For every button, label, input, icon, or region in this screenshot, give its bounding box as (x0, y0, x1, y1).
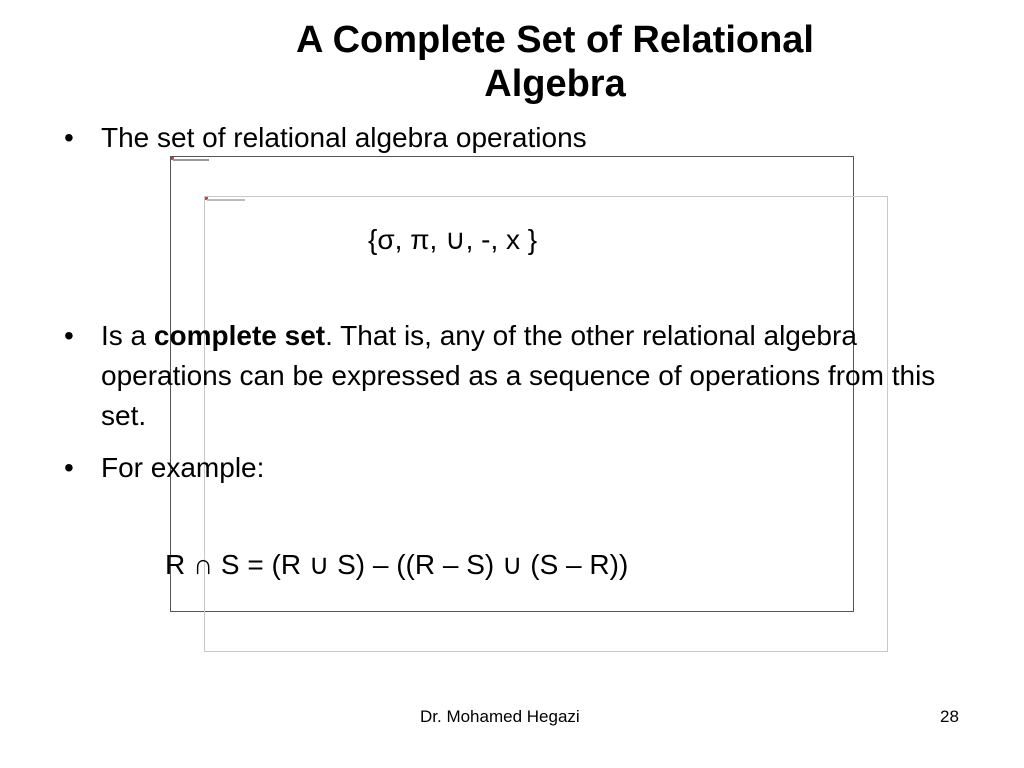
slide-title (150, 18, 960, 106)
bullet-item-complete-set (64, 316, 964, 436)
bullet-text: For example: (101, 452, 265, 483)
bullet-text: The set of relational algebra operations (101, 122, 587, 153)
page-number: 28 (940, 707, 959, 726)
bullet-icon: • (64, 320, 74, 351)
bullet-text-suffix: . That is, any of the other relational algebra operations can be expressed as a sequence of operations from this set. (101, 320, 936, 431)
bullet-icon: • (64, 452, 74, 483)
set-notation: {σ, π, ∪, -, x } (368, 224, 538, 255)
bullet-text (101, 316, 951, 436)
frame-caption-mark (207, 199, 245, 201)
bullet-text-emphasis: complete set (153, 320, 326, 351)
example-formula: R ∩ S = (R ∪ S) – ((R – S) ∪ (S – R)) (165, 549, 629, 580)
bullet-item-operations (64, 118, 964, 158)
bullet-icon: • (64, 122, 74, 153)
slide-title-line-1: A Complete Set of Relational (296, 19, 814, 61)
slide-title-line-2: Algebra (484, 63, 626, 105)
footer-author: Dr. Mohamed Hegazi (420, 707, 580, 726)
frame-caption-mark (173, 159, 209, 161)
bullet-text-prefix: Is a (101, 320, 154, 351)
bullet-item-example (64, 448, 964, 488)
